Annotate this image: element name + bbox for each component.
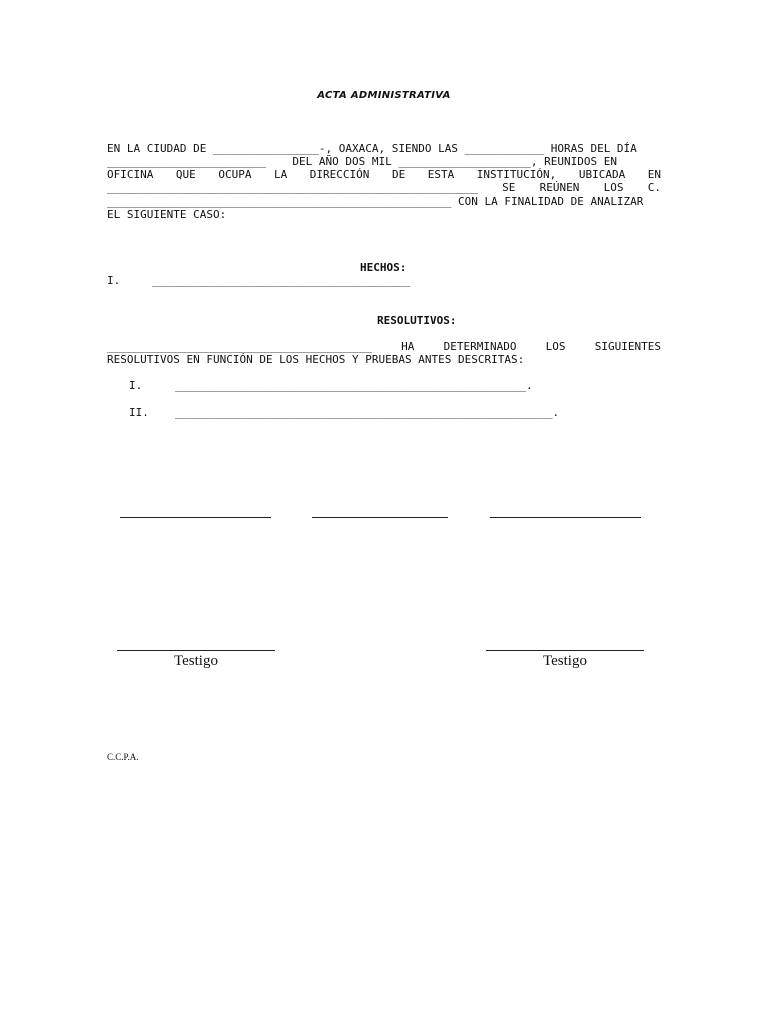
- intro-line-1: EN LA CIUDAD DE ________________-, OAXACA, SIENDO LAS ____________ HORAS DEL DÍA: [107, 142, 637, 155]
- resolutivos-heading: RESOLUTIVOS:: [377, 314, 457, 327]
- document-title: ACTA ADMINISTRATIVA: [317, 90, 451, 101]
- witness-label: Testigo: [543, 653, 587, 669]
- signature-line: [312, 517, 448, 518]
- resolutivo-item-number: II.: [129, 406, 149, 419]
- signature-line: [490, 517, 641, 518]
- witness-label: Testigo: [174, 653, 218, 669]
- ccpa-note: C.C.P.A.: [107, 752, 139, 762]
- intro-line-5: ____________________________________________________ CON LA FINALIDAD DE ANALIZAR: [107, 195, 644, 208]
- intro-line-4: ________________________________________________________ SE REÚNEN LOS C.: [107, 181, 661, 194]
- intro-line-3: OFICINA QUE OCUPA LA DIRECCIÓN DE ESTA INSTITUCIÓN, UBICADA EN: [107, 168, 661, 181]
- witness-signature-line: [486, 650, 644, 651]
- resolutivos-intro-line-2: RESOLUTIVOS EN FUNCIÓN DE LOS HECHOS Y PRUEBAS ANTES DESCRITAS:: [107, 353, 525, 366]
- hechos-item-blank: _______________________________________: [152, 274, 411, 287]
- intro-line-6: EL SIGUIENTE CASO:: [107, 208, 227, 221]
- resolutivo-item-blank: _________________________________________________________.: [175, 406, 560, 419]
- signature-line: [120, 517, 271, 518]
- intro-line-2: ________________________ DEL AÑO DOS MIL ____________________, REUNIDOS EN: [107, 155, 617, 168]
- resolutivo-item-number: I.: [129, 379, 143, 392]
- resolutivo-item-blank: _____________________________________________________.: [175, 379, 533, 392]
- hechos-item-number: I.: [107, 274, 121, 287]
- witness-signature-line: [117, 650, 275, 651]
- hechos-heading: HECHOS:: [360, 261, 407, 274]
- resolutivos-intro-line-1: ________________________________________ HA DETERMINADO LOS SIGUIENTES: [107, 340, 661, 353]
